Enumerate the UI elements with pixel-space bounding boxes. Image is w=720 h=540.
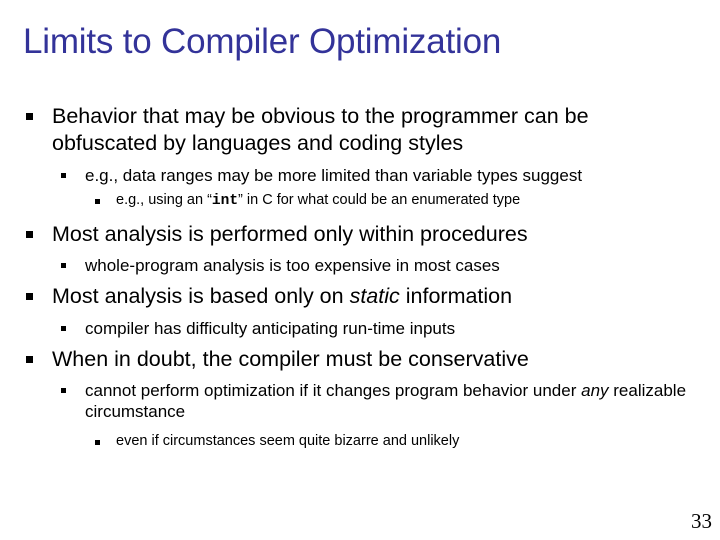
bullet-static-information (52, 283, 692, 310)
bullet-text: e.g., data ranges may be more limited than variable types suggest (85, 166, 583, 185)
square-bullet-icon (26, 113, 33, 120)
square-bullet-icon (26, 293, 33, 300)
sub-bullet-whole-program (85, 255, 710, 276)
sub-sub-bullet-bizarre (116, 433, 706, 451)
page-number: 33 (691, 509, 712, 533)
bullet-text-suffix: ” in C for what could be an enumerated type (238, 192, 521, 208)
emphasis-any: any (581, 381, 609, 400)
square-bullet-icon (26, 231, 33, 238)
bullet-text: Most analysis is performed only within procedures (52, 222, 528, 246)
bullet-within-procedures (52, 221, 692, 248)
square-bullet-icon (61, 388, 66, 393)
square-bullet-icon (61, 263, 66, 268)
sub-bullet-run-time-inputs (85, 318, 710, 339)
bullet-text-prefix: Most analysis is based only on (52, 284, 350, 308)
code-int: int (211, 193, 239, 209)
sub-sub-bullet-int-example (116, 192, 706, 211)
emphasis-static: static (349, 284, 400, 308)
square-bullet-icon (95, 199, 100, 204)
bullet-text: whole-program analysis is too expensive in most cases (85, 256, 500, 275)
sub-bullet-data-ranges (85, 165, 710, 186)
bullet-text-prefix: e.g., using an “ (116, 192, 212, 208)
bullet-text-suffix: information (399, 284, 513, 308)
bullet-text-suffix: realizable circumstance (85, 381, 687, 422)
bullet-text: even if circumstances seem quite bizarre and unlikely (116, 433, 460, 449)
bullet-text: When in doubt, the compiler must be conservative (52, 347, 529, 371)
sub-bullet-program-behavior (85, 380, 710, 422)
slide-title: Limits to Compiler Optimization (23, 22, 502, 61)
square-bullet-icon (61, 173, 66, 178)
square-bullet-icon (26, 356, 33, 363)
square-bullet-icon (61, 326, 66, 331)
bullet-text: Behavior that may be obvious to the programmer can be obfuscated by languages and coding styles (52, 104, 589, 155)
bullet-text: compiler has difficulty anticipating run-time inputs (85, 319, 456, 338)
bullet-text-prefix: cannot perform optimization if it changes program behavior under (85, 381, 582, 400)
bullet-conservative (52, 346, 692, 373)
bullet-obfuscation (52, 103, 692, 156)
square-bullet-icon (95, 440, 100, 445)
